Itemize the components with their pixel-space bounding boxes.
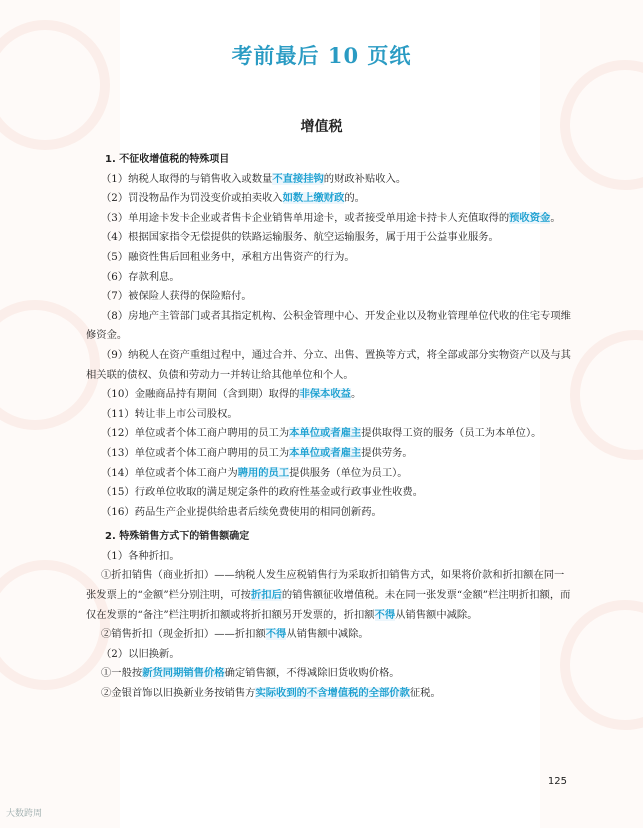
item-15: （15）行政单位收取的满足规定条件的政府性基金或行政事业性收费。 (101, 486, 424, 499)
item-text: 。 (350, 388, 362, 401)
section-title: 增值税 (300, 119, 343, 135)
item-text: （13）单位或者个体工商户聘用的员工为 (101, 446, 290, 459)
watermark-logo (560, 600, 643, 730)
item-10 (86, 385, 572, 405)
corner-watermark: 大数跨周 (6, 809, 43, 819)
discount-item: （1）各种折扣。 (101, 549, 180, 562)
item-text: （3）单用途卡发卡企业或者售卡企业销售单用途卡，或者接受单用途卡持卡人充值取得的 (101, 211, 510, 224)
page-title: 考前最后 10 页纸 (231, 43, 412, 68)
item-14 (86, 464, 572, 484)
watermark-logo (0, 300, 100, 430)
item-text: 的。 (344, 192, 365, 205)
highlight: 实际收到的不含增值税的全部价款 (255, 687, 410, 700)
item-text: 提供取得工资的服务（员工为本单位）。 (361, 427, 542, 440)
item-3 (86, 209, 572, 229)
trade-in-item: （2）以旧换新。 (101, 647, 180, 660)
item-text: 的销售额征收增值税。未在同一张发票“金额”栏注明折扣额，而仅在发票的“备注”栏注明折扣额或将折扣额另开发票的，折扣额 (86, 589, 571, 621)
highlight: 非保本收益 (299, 388, 351, 401)
trade-in-jewelry-item (86, 684, 572, 704)
item-4: （4）根据国家指令无偿提供的铁路运输服务、航空运输服务，属于用于公益事业服务。 (101, 231, 499, 244)
item-text: 。 (550, 211, 561, 224)
item-13 (86, 444, 572, 464)
item-text: ②金银首饰以旧换新业务按销售方 (101, 687, 256, 700)
item-9: （9）纳税人在资产重组过程中，通过合并、分立、出售、置换等方式，将全部或部分实物资产以及与其相关联的债权、负债和劳动力一并转让给其他单位和个人。 (86, 348, 571, 381)
highlight: 不得 (374, 608, 396, 621)
item-2 (86, 189, 572, 209)
item-text: 的财政补贴收入。 (323, 172, 407, 185)
item-6: （6）存款利息。 (101, 270, 180, 283)
item-text: （14）单位或者个体工商户为 (101, 466, 238, 479)
item-11: （11）转让非上市公司股权。 (101, 407, 238, 420)
item-text: 提供劳务。 (361, 446, 413, 459)
heading-2: 2. 特殊销售方式下的销售额确定 (105, 531, 250, 543)
item-7: （7）被保险人获得的保险赔付。 (101, 290, 252, 303)
item-text: 征税。 (409, 687, 441, 700)
item-12 (86, 424, 572, 444)
item-text: 提供服务（单位为员工）。 (289, 466, 408, 479)
item-text: （1）纳税人取得的与销售收入或数量 (101, 172, 273, 185)
item-1 (86, 170, 572, 190)
highlight: 预收资金 (509, 211, 551, 224)
cash-discount-item (86, 625, 572, 645)
item-text: （10）金融商品持有期间（含到期）取得的 (101, 388, 300, 401)
highlight: 不直接挂钩 (272, 172, 324, 185)
document-body (86, 150, 572, 704)
item-text: 从销售额中减除。 (286, 628, 369, 641)
highlight: 如数上缴财政 (282, 192, 345, 205)
item-text: （12）单位或者个体工商户聘用的员工为 (101, 427, 290, 440)
item-text: ②销售折扣（现金折扣）——折扣额 (101, 628, 266, 641)
watermark-logo (570, 330, 643, 460)
highlight: 折扣后 (250, 589, 282, 602)
page-number: 125 (547, 776, 567, 787)
discount-sale-item (86, 566, 572, 625)
highlight: 不得 (265, 628, 287, 641)
item-8: （8）房地产主管部门或者其指定机构、公积金管理中心、开发企业以及物业管理单位代收的住宅专项维修资金。 (86, 309, 571, 342)
heading-1: 1. 不征收增值税的特殊项目 (105, 154, 230, 165)
item-text: （2）罚没物品作为罚没变价或拍卖收入 (101, 192, 283, 205)
highlight: 本单位或者雇主 (289, 427, 362, 440)
trade-in-general-item (86, 664, 572, 684)
highlight: 聘用的员工 (237, 466, 290, 479)
item-text: ①一般按 (101, 667, 143, 680)
item-text: 从销售额中减除。 (395, 608, 478, 621)
item-16: （16）药品生产企业提供给患者后续免费使用的相同创新药。 (101, 505, 382, 518)
highlight: 新货同期销售价格 (142, 667, 225, 680)
highlight: 本单位或者雇主 (289, 446, 362, 459)
item-text: 确定销售额，不得减除旧货收购价格。 (224, 667, 400, 680)
item-5: （5）融资性售后回租业务中，承租方出售资产的行为。 (101, 250, 355, 263)
item-text: ①折扣销售（商业折扣）——纳税人发生应税销售行为采取折扣销售方式，如果将价款和折扣额在同一张发票上的“金额”栏分别注明，可按 (86, 569, 565, 602)
